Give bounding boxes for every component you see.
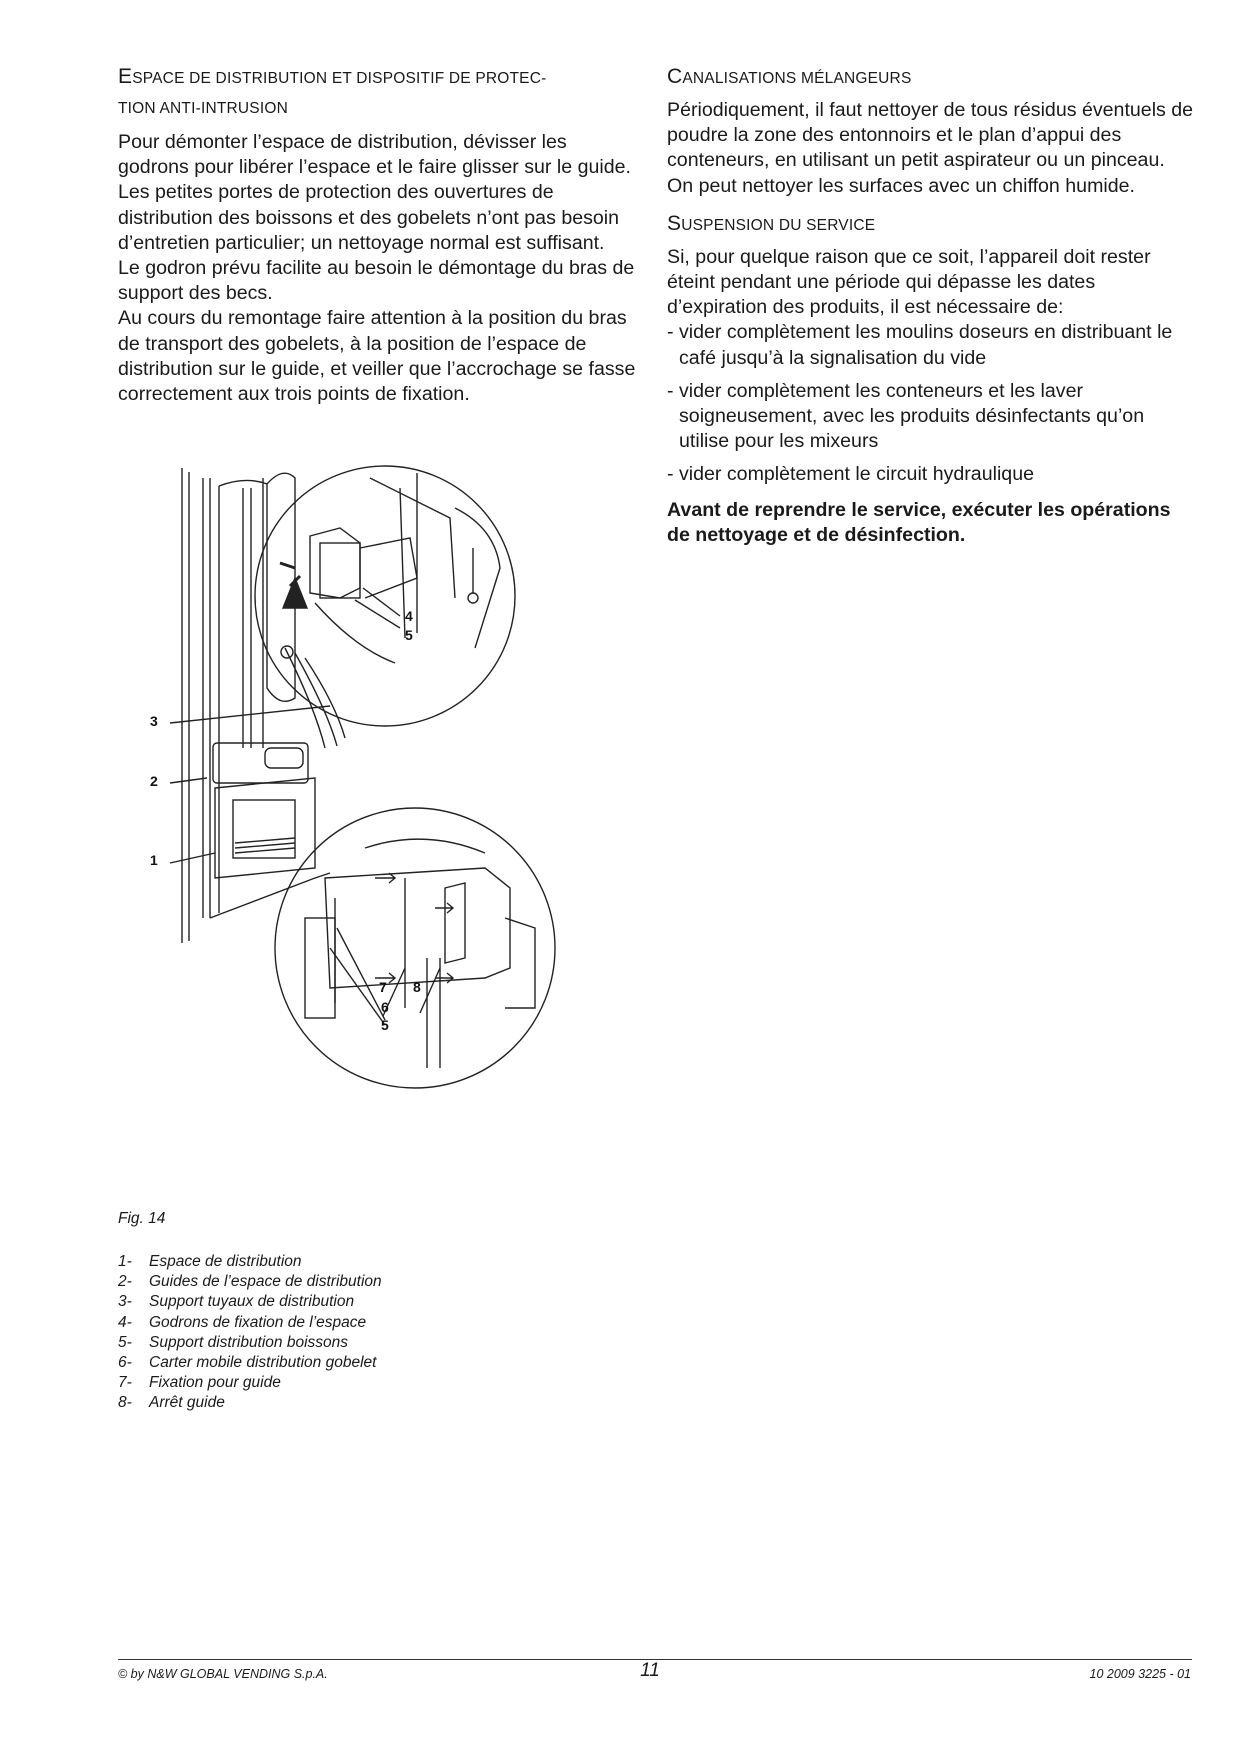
left-column xyxy=(118,62,640,407)
legend-item: 5- Support distribution boissons xyxy=(118,1333,349,1351)
list-item: - vider complètement les conteneurs et les laver soigneusement, avec les produits désinfectants qu’on utilise pour les mixeurs xyxy=(667,379,1145,453)
legend-item: 6- Carter mobile distribution gobelet xyxy=(118,1354,377,1372)
list-item: - vider complètement le circuit hydraulique xyxy=(667,463,1035,486)
section-heading-distribution-space: ESPACE DE DISTRIBUTION ET DISPOSITIF DE PROTEC- TION ANTI-INTRUSION xyxy=(118,65,547,117)
footer-doc-ref: 10 2009 3225 - 01 xyxy=(1089,1667,1191,1681)
legend-item: 1- Espace de distribution xyxy=(118,1253,302,1270)
legend-item: 4- Godrons de fixation de l’espace xyxy=(118,1313,367,1331)
section-heading-mixer-ducts: CANALISATIONS MÉLANGEURS xyxy=(667,65,912,88)
paragraph-reassembly: Au cours du remontage faire attention à la position du bras de transport des gobelets, à la position de l’espace de distribution sur le guide, et veiller que l’accrochage se fasse correctement aux trois points de fixation. xyxy=(118,307,636,406)
paragraph-disassembly: Pour démonter l’espace de distribution, dévisser les godrons pour libérer l’espace et le faire glisser sur le guide. Les petites portes de protection des ouvertures de distribution des boissons et des gobelets n’ont pas besoin d’entretien particulier; un nettoyage normal est suffisant. xyxy=(118,131,631,254)
list-item: - vider complètement les moulins doseurs en distribuant le café jusqu’à la signalisation du vide xyxy=(667,321,1173,369)
page-number: 11 xyxy=(640,1660,660,1681)
figure-legend xyxy=(118,1252,382,1414)
paragraph-mixer-cleaning: Périodiquement, il faut nettoyer de tous résidus éventuels de poudre la zone des entonnoirs et le plan d’appui des conteneurs, en utilisant un petit aspirateur ou un pinceau. xyxy=(667,99,1194,172)
bold-warning-note: Avant de reprendre le service, exécuter les opérations de nettoyage et de désinfection. xyxy=(667,498,1171,546)
callout-5-lower: 5 xyxy=(381,1017,389,1033)
callout-5-upper: 5 xyxy=(405,627,413,643)
callout-8: 8 xyxy=(413,979,421,995)
suspension-steps-list xyxy=(667,320,1197,487)
section-heading-service-suspension: SUSPENSION DU SERVICE xyxy=(667,211,876,235)
legend-item: 2- Guides de l’espace de distribution xyxy=(118,1273,382,1291)
callout-6: 6 xyxy=(381,999,389,1015)
legend-item: 3- Support tuyaux de distribution xyxy=(118,1293,355,1311)
figure-caption: Fig. 14 xyxy=(118,1210,166,1227)
callout-7: 7 xyxy=(379,979,387,995)
legend-item: 8- Arrêt guide xyxy=(118,1394,225,1412)
paragraph-suspension-intro: Si, pour quelque raison que ce soit, l’appareil doit rester éteint pendant une période qui dépasse les dates d’expiration des produits, il est nécessaire de: xyxy=(667,245,1151,319)
callout-4: 4 xyxy=(405,608,413,624)
right-column xyxy=(667,62,1197,548)
technical-illustration xyxy=(150,448,585,1162)
paragraph-damp-cloth: On peut nettoyer les surfaces avec un chiffon humide. xyxy=(667,174,1135,197)
callout-3: 3 xyxy=(150,713,158,729)
legend-item: 7- Fixation pour guide xyxy=(118,1374,281,1392)
callout-2: 2 xyxy=(150,773,158,789)
footer-copyright: © by N&W GLOBAL VENDING S.p.A. xyxy=(118,1667,328,1681)
callout-1: 1 xyxy=(150,852,158,868)
paragraph-nozzle-arm: Le godron prévu facilite au besoin le démontage du bras de support des becs. xyxy=(118,257,635,305)
